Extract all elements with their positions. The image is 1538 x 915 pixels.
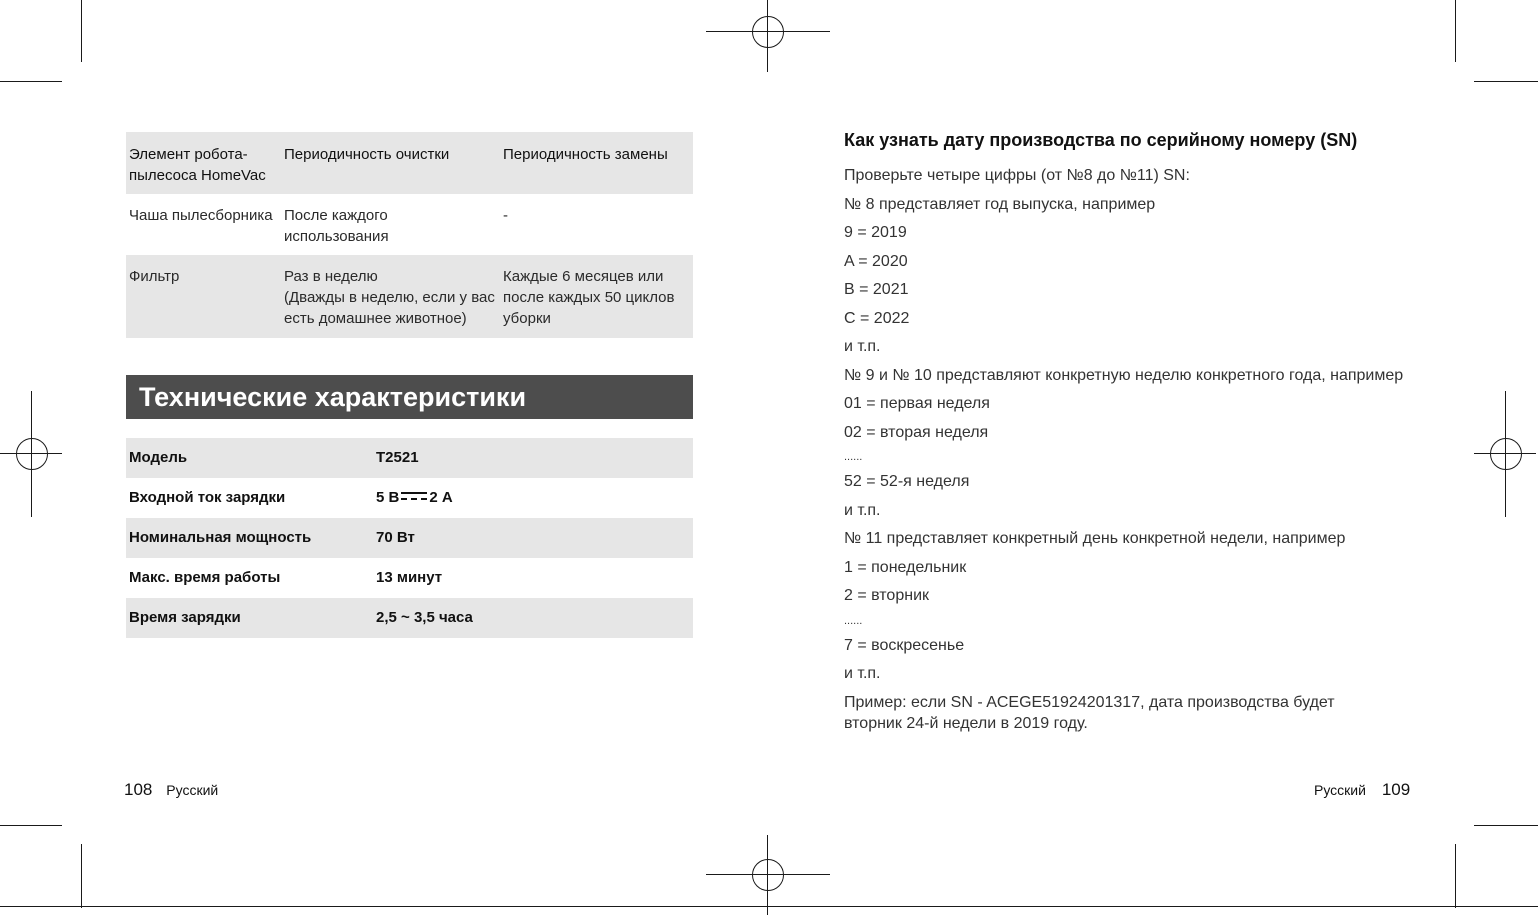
maintenance-table xyxy=(126,132,693,338)
spec-value: 2,5 ~ 3,5 часа xyxy=(376,609,473,626)
spec-label: Время зарядки xyxy=(129,609,241,626)
table-cell: Чаша пылесборника xyxy=(129,207,273,224)
serial-section xyxy=(844,130,1414,742)
spec-value: 13 минут xyxy=(376,569,443,586)
crop-mark xyxy=(1474,81,1538,82)
header-replacement: Периодичность замены xyxy=(503,146,668,163)
page-number: 109 xyxy=(1381,780,1411,799)
serial-ellipsis: ...... xyxy=(844,451,863,463)
table-cell: Фильтр xyxy=(129,268,180,285)
serial-line: и т.п. xyxy=(844,338,881,355)
crop-mark xyxy=(1474,825,1538,826)
table-row xyxy=(126,194,693,255)
registration-mark-bottom xyxy=(706,835,830,915)
spec-row-runtime xyxy=(126,558,693,598)
footer-language: Русский xyxy=(1314,782,1366,798)
serial-line: Проверьте четыре цифры (от №8 до №11) SN: xyxy=(844,167,1190,184)
serial-line: 9 = 2019 xyxy=(844,224,907,241)
header-cleaning: Периодичность очистки xyxy=(284,146,450,163)
serial-line: A = 2020 xyxy=(844,252,908,270)
spec-value-voltage: 5 В xyxy=(376,489,400,506)
footer-language: Русский xyxy=(166,782,219,798)
serial-line: 52 = 52-я неделя xyxy=(844,473,970,490)
table-cell: После каждого использования xyxy=(284,207,389,245)
crop-mark xyxy=(81,0,82,62)
registration-mark-top xyxy=(706,0,830,72)
spec-value xyxy=(376,489,453,506)
crop-mark xyxy=(81,844,82,908)
serial-title: Как узнать дату производства по серийному номеру (SN) xyxy=(844,130,1358,150)
page-number: 108 xyxy=(124,780,153,799)
serial-line: 7 = воскресенье xyxy=(844,636,965,654)
table-cell: Каждые 6 месяцев или после каждых 50 циклов уборки xyxy=(503,268,675,327)
serial-line: 2 = вторник xyxy=(844,587,929,604)
spec-label: Макс. время работы xyxy=(129,569,281,586)
spec-label: Входной ток зарядки xyxy=(129,489,286,506)
spec-row-charging xyxy=(126,598,693,638)
serial-line: 02 = вторая неделя xyxy=(844,423,989,441)
specs-table xyxy=(126,438,693,638)
serial-line: 01 = первая неделя xyxy=(844,395,990,412)
specs-heading: Технические характеристики xyxy=(126,375,693,419)
serial-line: № 9 и № 10 представляют конкретную неделю конкретного года, например xyxy=(844,366,1404,384)
serial-ellipsis: ...... xyxy=(844,614,863,627)
serial-line: 1 = понедельник xyxy=(844,558,967,576)
table-row xyxy=(126,255,693,338)
spec-label: Номинальная мощность xyxy=(129,529,312,546)
crop-mark xyxy=(0,825,62,826)
serial-line: и т.п. xyxy=(844,665,881,682)
registration-mark-left xyxy=(0,391,62,517)
spec-value-current: 2 А xyxy=(429,489,453,506)
table-cell: - xyxy=(503,207,508,224)
serial-line: C = 2022 xyxy=(844,309,910,327)
serial-line: B = 2021 xyxy=(844,281,909,298)
spec-row-model xyxy=(126,438,693,478)
spec-row-power xyxy=(126,518,693,558)
dc-current-icon xyxy=(401,492,427,501)
serial-line: и т.п. xyxy=(844,501,881,519)
crop-mark xyxy=(1455,844,1456,908)
left-footer xyxy=(124,780,218,800)
header-part: Элемент робота-пылесоса HomeVac xyxy=(129,146,266,184)
spec-row-input xyxy=(126,478,693,518)
right-footer xyxy=(1314,780,1410,800)
crop-mark xyxy=(1455,0,1456,62)
spec-label: Модель xyxy=(129,449,188,466)
crop-mark xyxy=(0,81,62,82)
serial-example: Пример: если SN - ACEGE51924201317, дата производства будет вторник 24-й недели в 2019 году. xyxy=(844,693,1335,732)
spec-value: T2521 xyxy=(376,449,419,466)
serial-line: № 11 представляет конкретный день конкретной недели, например xyxy=(844,530,1346,547)
table-header-row xyxy=(126,132,693,194)
serial-line: № 8 представляет год выпуска, например xyxy=(844,195,1156,213)
spec-value: 70 Вт xyxy=(376,529,415,546)
registration-mark-right xyxy=(1474,391,1536,517)
table-cell: Раз в неделю (Дважды в неделю, если у вас есть домашнее животное) xyxy=(284,268,495,327)
